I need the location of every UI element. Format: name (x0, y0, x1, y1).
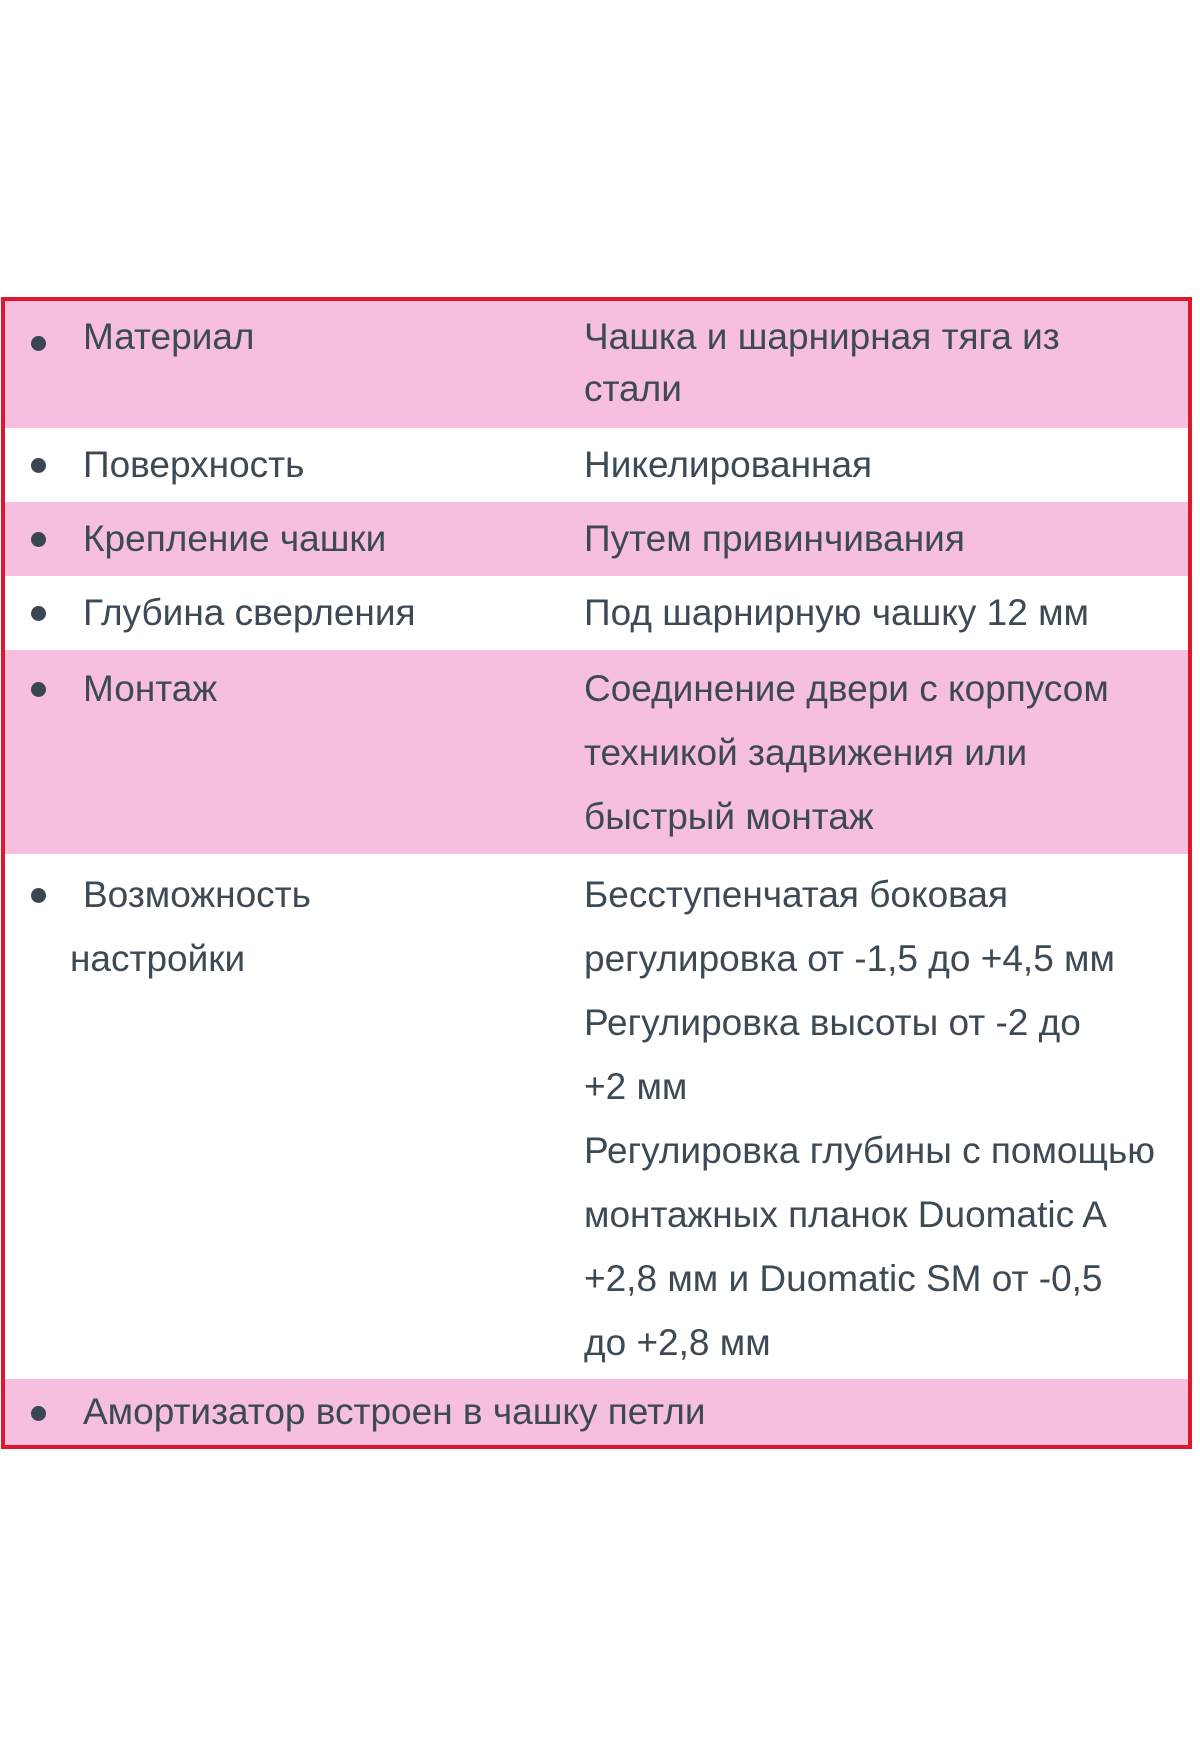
table-row-adjustment (5, 854, 1188, 1379)
bullet-icon (31, 458, 46, 473)
specification-table (1, 297, 1192, 1449)
row-label: Материал (83, 316, 255, 357)
bullet-icon (31, 1406, 46, 1421)
table-row-surface (5, 428, 1188, 502)
table-row-material (5, 301, 1188, 428)
row-label: Возможность настройки (70, 874, 311, 979)
footer-note: Амортизатор встроен в чашку петли (83, 1391, 706, 1432)
row-value: Под шарнирную чашку 12 мм (584, 592, 1089, 633)
row-value: Путем привинчивания (584, 518, 965, 559)
row-value: Соединение двери с корпусом техникой задвижения или быстрый монтаж (584, 668, 1109, 837)
bullet-icon (31, 682, 46, 697)
row-value: Чашка и шарнирная тяга из стали (584, 316, 1060, 409)
row-label: Глубина сверления (83, 592, 416, 633)
table-row-shock-absorber-note (5, 1379, 1188, 1445)
row-label: Поверхность (83, 444, 305, 485)
table-row-cup-fixing (5, 502, 1188, 576)
bullet-icon (31, 532, 46, 547)
table-row-drilling-depth (5, 576, 1188, 650)
row-label: Монтаж (83, 668, 218, 709)
row-value: Бесступенчатая боковая регулировка от -1,5 до +4,5 мм Регулировка высоты от -2 до +2 мм Регулировка глубины с помощью монтажных планок Duomatic A +2,8 мм и Duomatic SM от -0,5 до +2,8 мм (584, 874, 1155, 1363)
table-row-mounting (5, 650, 1188, 854)
row-value: Никелированная (584, 444, 873, 485)
bullet-icon (31, 888, 46, 903)
row-label: Крепление чашки (83, 518, 387, 559)
bullet-icon (31, 336, 46, 351)
bullet-icon (31, 606, 46, 621)
